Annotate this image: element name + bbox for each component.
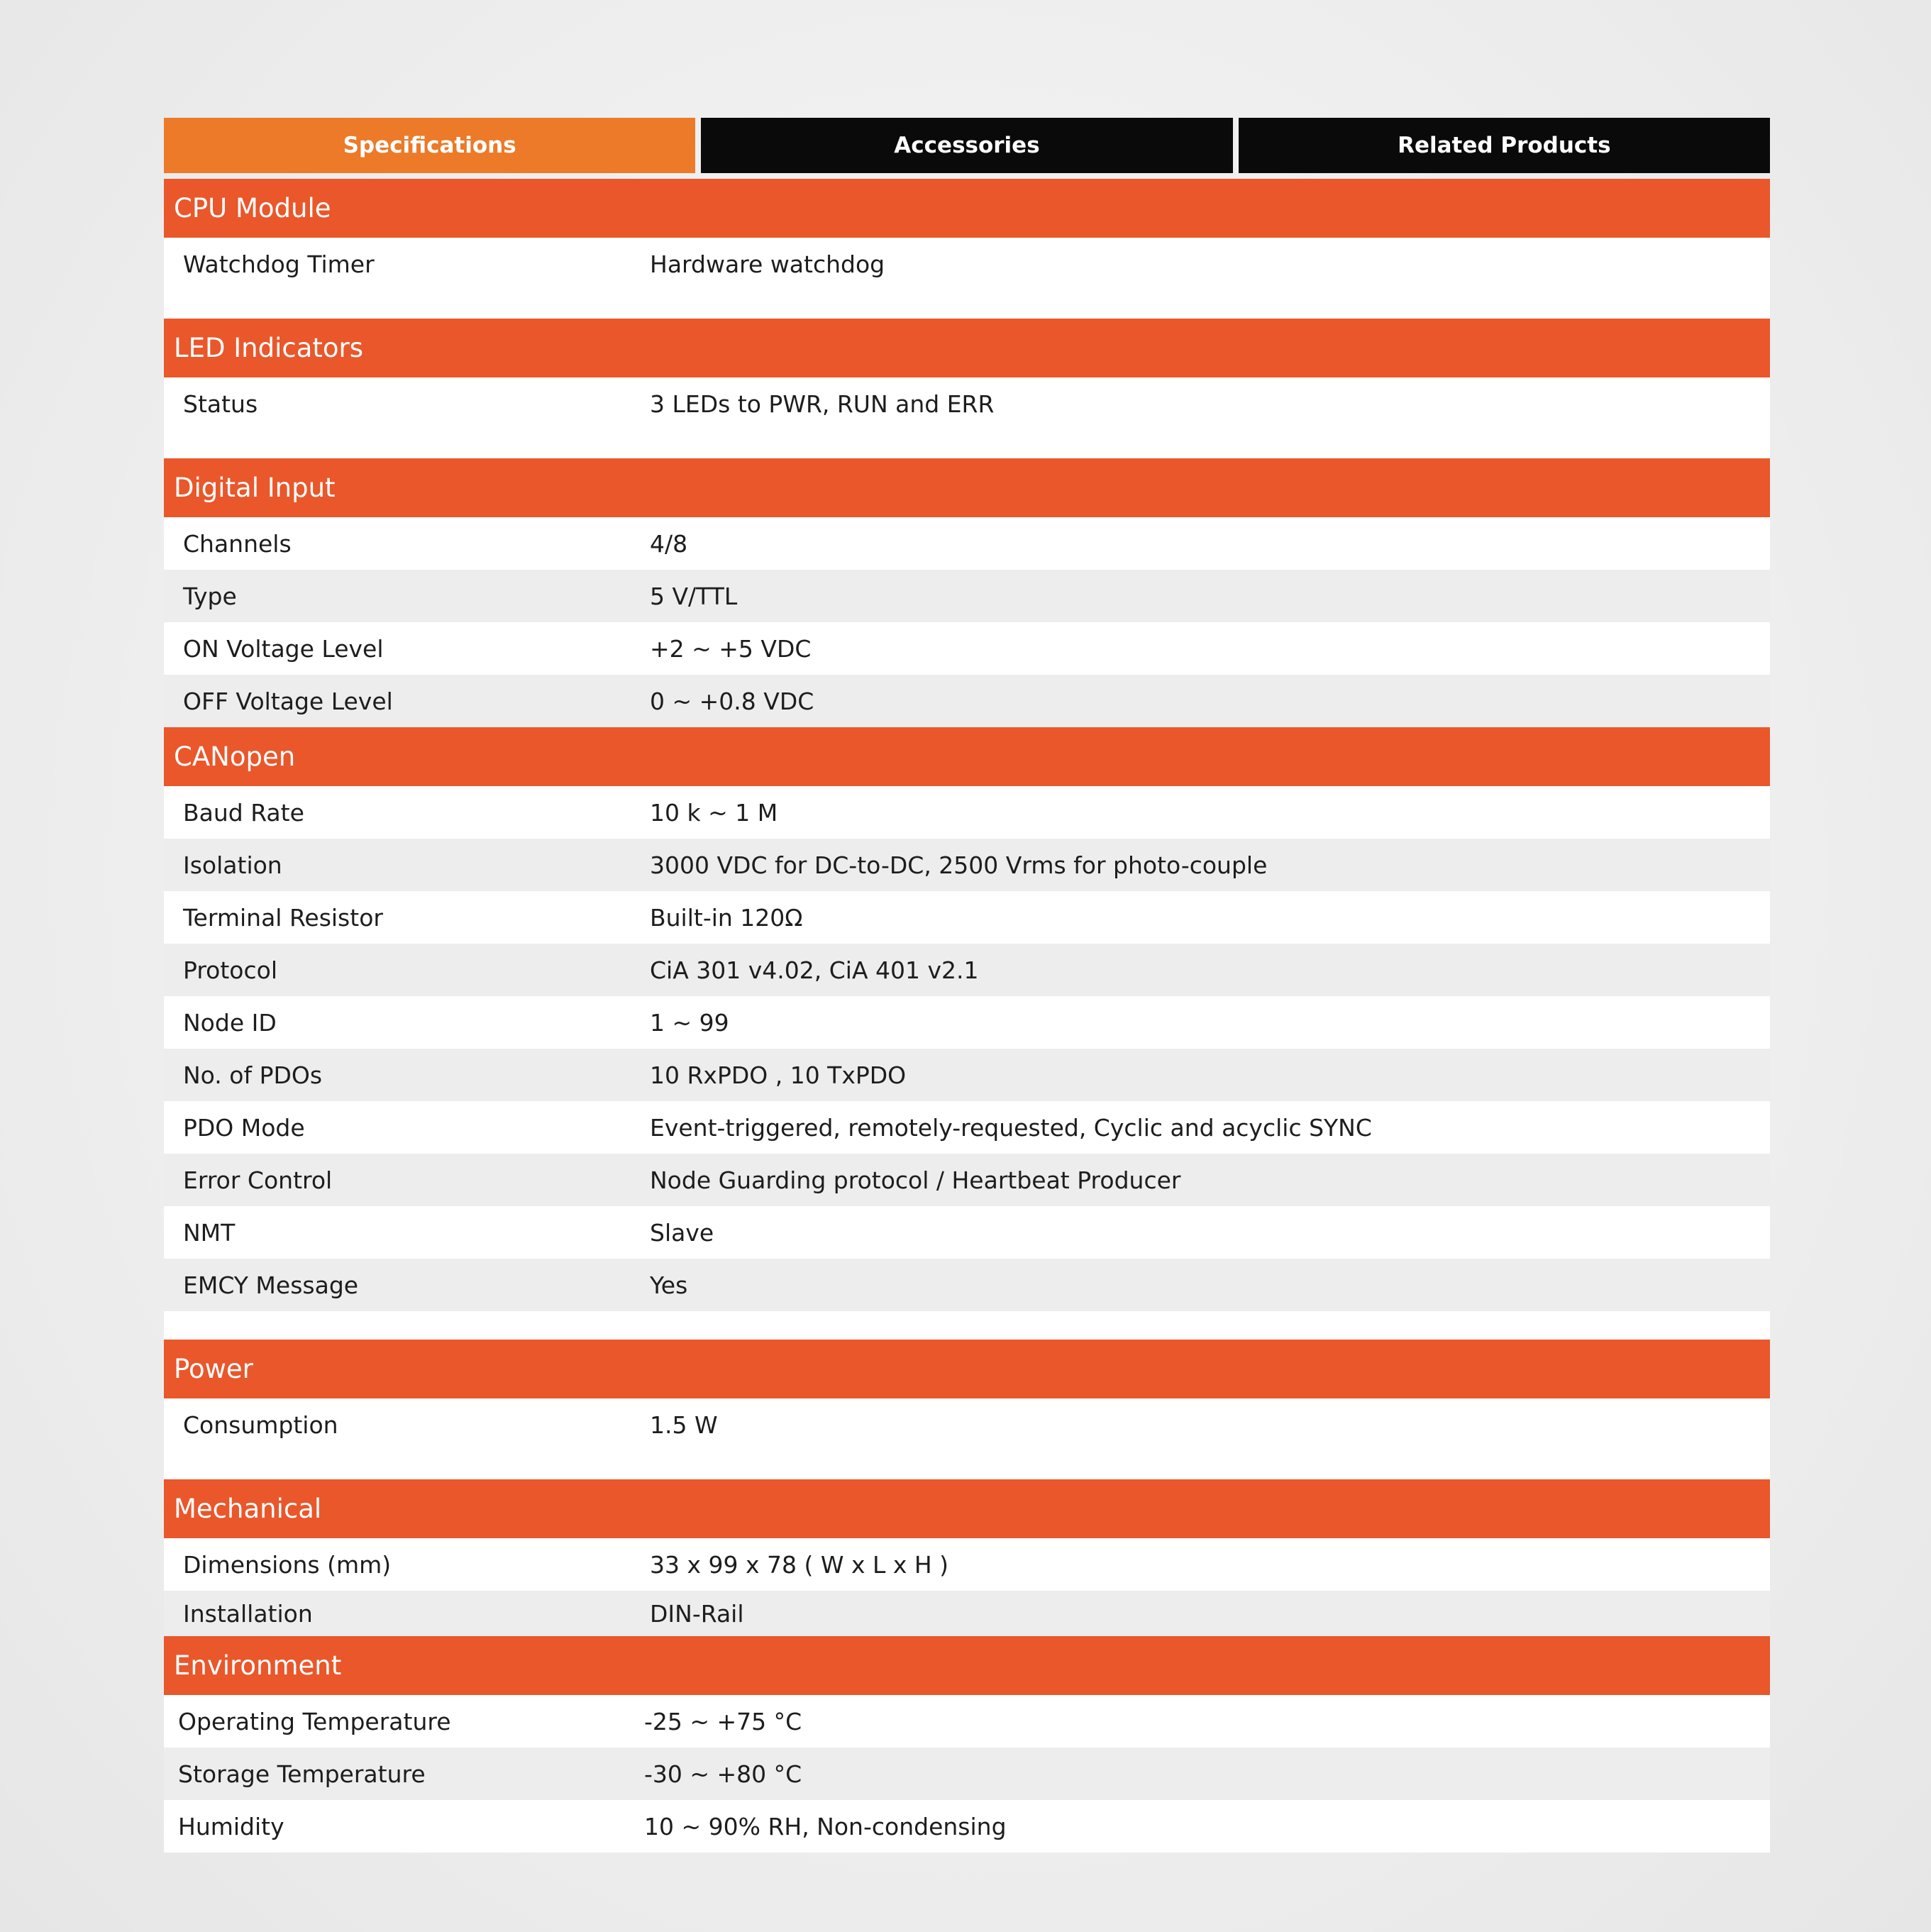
spec-row [164, 786, 1770, 839]
spec-row [164, 1591, 1770, 1636]
spec-label: Humidity [178, 1812, 284, 1840]
tab-specifications[interactable]: Specifications [164, 118, 695, 173]
spec-row [164, 675, 1770, 727]
spec-row [164, 891, 1770, 944]
spec-value: Node Guarding protocol / Heartbeat Producer [650, 1166, 1181, 1194]
spec-label: Storage Temperature [178, 1760, 426, 1788]
spec-label: Dimensions (mm) [183, 1550, 392, 1579]
spec-row [164, 839, 1770, 891]
spec-label: Watchdog Timer [183, 250, 375, 278]
tab-bar [164, 118, 1770, 173]
spec-value: Yes [650, 1271, 688, 1299]
spec-label: Consumption [183, 1411, 338, 1439]
spec-label: Node ID [183, 1008, 277, 1037]
section-header-power: Power [164, 1340, 1770, 1398]
spec-label: NMT [183, 1218, 236, 1247]
spec-label: Protocol [183, 956, 277, 984]
spec-value: 3000 VDC for DC-to-DC, 2500 Vrms for photo-couple [650, 851, 1268, 879]
spec-row [164, 944, 1770, 996]
spec-value: CiA 301 v4.02, CiA 401 v2.1 [650, 956, 979, 984]
spec-row [164, 1695, 1770, 1748]
spec-value: Event-triggered, remotely-requested, Cyclic and acyclic SYNC [650, 1113, 1372, 1142]
spec-row [164, 996, 1770, 1049]
spec-label: No. of PDOs [183, 1061, 323, 1089]
spec-value: 10 RxPDO , 10 TxPDO [650, 1061, 907, 1089]
spec-label: Channels [183, 529, 292, 558]
spec-row [164, 1748, 1770, 1800]
spec-value: -30 ~ +80 °C [644, 1760, 802, 1788]
spec-row [164, 1538, 1770, 1591]
specifications-table [164, 179, 1770, 1853]
spec-row [164, 238, 1770, 319]
spec-label: Baud Rate [183, 798, 304, 827]
spec-row [164, 1259, 1770, 1311]
spec-value: Hardware watchdog [650, 250, 885, 278]
section-header-mechanical: Mechanical [164, 1479, 1770, 1538]
spec-label: EMCY Message [183, 1271, 359, 1299]
spec-row [164, 517, 1770, 570]
spec-row [164, 1206, 1770, 1259]
spec-value: +2 ~ +5 VDC [650, 634, 812, 663]
spec-row [164, 570, 1770, 622]
section-spacer [164, 1311, 1770, 1340]
spec-value: 4/8 [650, 529, 688, 558]
spec-value: 3 LEDs to PWR, RUN and ERR [650, 390, 995, 418]
spec-value: 5 V/TTL [650, 582, 738, 610]
spec-label: Isolation [183, 851, 282, 879]
spec-label: Installation [183, 1599, 313, 1628]
spec-row [164, 1800, 1770, 1853]
section-header-digital-input: Digital Input [164, 458, 1770, 517]
spec-value: DIN-Rail [650, 1599, 744, 1628]
spec-label: OFF Voltage Level [183, 687, 393, 715]
spec-label: ON Voltage Level [183, 634, 384, 663]
spec-row [164, 1154, 1770, 1206]
spec-label: Operating Temperature [178, 1707, 451, 1735]
spec-value: Slave [650, 1218, 714, 1247]
spec-value: -25 ~ +75 °C [644, 1707, 802, 1735]
spec-value: 0 ~ +0.8 VDC [650, 687, 814, 715]
section-header-canopen: CANopen [164, 727, 1770, 786]
tab-accessories[interactable]: Accessories [701, 118, 1232, 173]
spec-row [164, 377, 1770, 458]
spec-label: Type [183, 582, 237, 610]
spec-row [164, 1049, 1770, 1101]
tab-related-products[interactable]: Related Products [1239, 118, 1770, 173]
spec-value: 33 x 99 x 78 ( W x L x H ) [650, 1550, 949, 1579]
spec-label: Terminal Resistor [183, 903, 383, 932]
spec-row [164, 1398, 1770, 1479]
spec-value: Built-in 120Ω [650, 903, 803, 932]
spec-label: Status [183, 390, 258, 418]
section-header-cpu-module: CPU Module [164, 179, 1770, 238]
section-header-environment: Environment [164, 1636, 1770, 1695]
section-header-led-indicators: LED Indicators [164, 319, 1770, 377]
spec-value: 10 ~ 90% RH, Non-condensing [644, 1812, 1007, 1840]
spec-label: Error Control [183, 1166, 333, 1194]
spec-label: PDO Mode [183, 1113, 305, 1142]
spec-row [164, 622, 1770, 675]
spec-value: 1 ~ 99 [650, 1008, 729, 1037]
spec-row [164, 1101, 1770, 1154]
spec-value: 10 k ~ 1 M [650, 798, 778, 827]
spec-value: 1.5 W [650, 1411, 718, 1439]
